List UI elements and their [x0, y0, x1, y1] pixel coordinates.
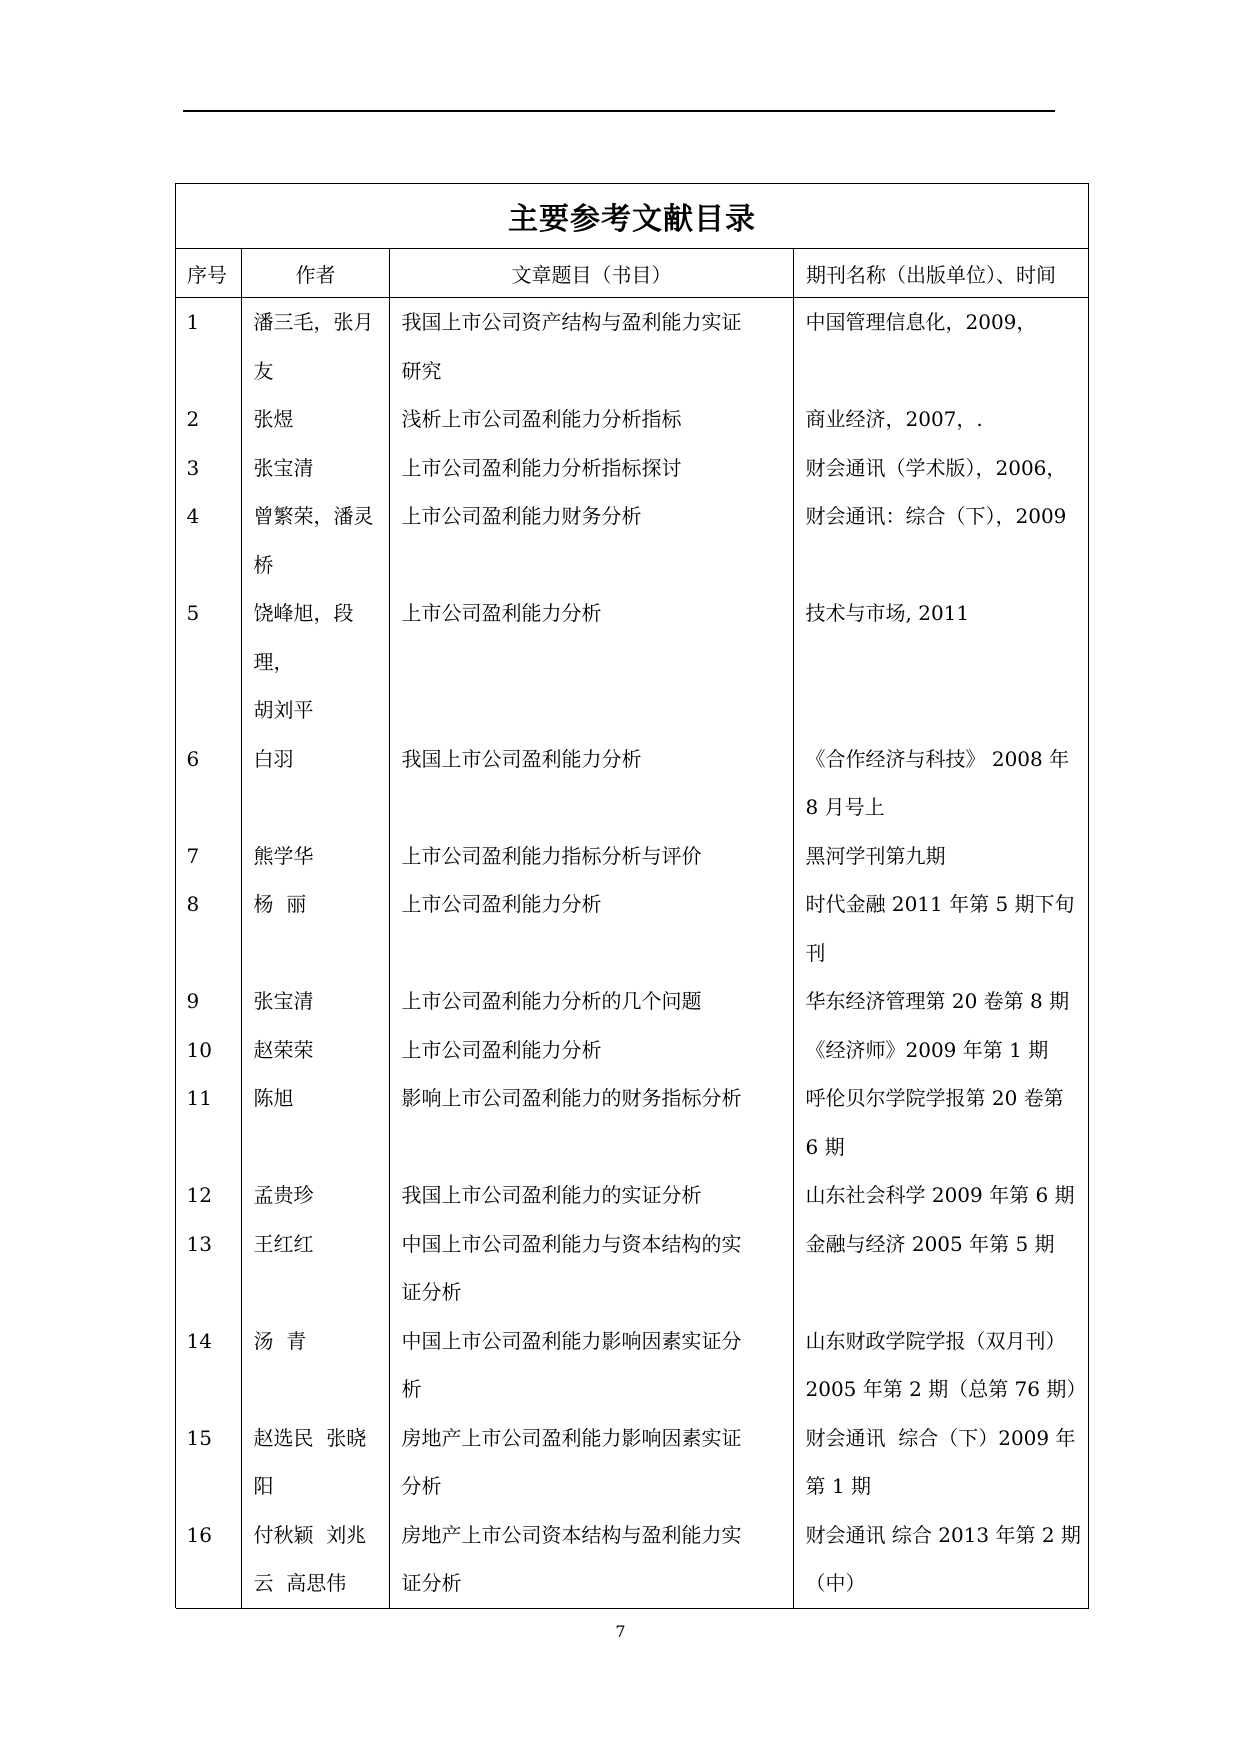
table-row — [176, 1171, 1089, 1220]
row-journal-line — [806, 638, 1089, 687]
row-author-line: 云 高思伟 — [253, 1571, 347, 1595]
row-article — [390, 977, 794, 1026]
header-article: 文章题目（书目） — [390, 249, 794, 298]
row-journal — [794, 1317, 1089, 1414]
row-number — [176, 1317, 242, 1414]
row-author — [242, 1220, 390, 1317]
row-article-line: 研究 — [401, 358, 442, 383]
column-divider — [389, 298, 390, 1608]
row-journal — [794, 977, 1089, 1026]
row-author — [242, 1074, 390, 1171]
row-author-line — [254, 1123, 390, 1172]
row-article — [390, 1414, 794, 1511]
row-article-line: 浅析上市公司盈利能力分析指标 — [401, 407, 682, 431]
row-author-line — [254, 1268, 390, 1317]
row-journal-line: （中） — [805, 1571, 866, 1595]
row-number-line: 13 — [186, 1231, 212, 1256]
row-number — [176, 298, 242, 395]
row-author — [242, 1171, 390, 1220]
row-author-line: 张宝清 — [253, 989, 314, 1013]
row-journal-line: 财会通讯 综合 2013 年第 2 期 — [805, 1522, 1081, 1547]
row-article — [390, 880, 794, 977]
row-journal-line: 山东财政学院学报（双月刊） — [805, 1328, 1066, 1353]
row-number-line: 12 — [186, 1183, 212, 1207]
row-journal — [794, 880, 1089, 977]
row-author-line: 曾繁荣，潘灵 — [253, 504, 374, 528]
reference-table — [175, 183, 1089, 1609]
row-number-line — [187, 541, 242, 590]
row-number — [176, 589, 242, 735]
row-journal-line: 技术与市场, 2011 — [805, 601, 970, 625]
row-author-line: 张宝清 — [253, 455, 314, 480]
row-author-line: 熊学华 — [253, 843, 314, 868]
row-author-line: 潘三毛，张月 — [253, 310, 374, 334]
row-article-line: 中国上市公司盈利能力与资本结构的实 — [401, 1231, 742, 1256]
row-journal-line — [806, 541, 1089, 590]
row-article-line: 证分析 — [401, 1280, 462, 1304]
row-number-line — [187, 347, 242, 396]
row-article — [390, 832, 794, 881]
row-article-line — [402, 1123, 794, 1172]
row-number-line: 2 — [186, 407, 200, 431]
column-divider — [793, 298, 794, 1608]
row-author-line: 友 — [253, 358, 274, 383]
row-article-line: 证分析 — [401, 1571, 462, 1595]
table-row — [176, 735, 1089, 832]
row-journal-line: 金融与经济 2005 年第 5 期 — [805, 1231, 1055, 1256]
row-number-line — [187, 929, 242, 978]
row-author — [242, 395, 390, 444]
row-article-line: 上市公司盈利能力分析 — [401, 601, 602, 625]
row-author — [242, 298, 390, 395]
row-number-line: 14 — [186, 1328, 212, 1353]
row-author-line: 汤 青 — [253, 1328, 307, 1353]
row-number-line: 5 — [186, 601, 200, 625]
row-number — [176, 880, 242, 977]
row-number-line — [187, 783, 242, 832]
row-author-line: 王红红 — [253, 1231, 314, 1256]
row-author-line — [254, 929, 390, 978]
row-article-line: 上市公司盈利能力分析的几个问题 — [401, 989, 702, 1013]
row-number-line: 8 — [186, 892, 200, 916]
row-number-line: 9 — [186, 989, 200, 1013]
row-journal — [794, 1074, 1089, 1171]
row-author-line: 张煜 — [253, 407, 294, 431]
row-journal-line: 财会通讯 综合（下）2009 年 — [805, 1425, 1076, 1450]
row-journal-line: 时代金融 2011 年第 5 期下旬 — [805, 892, 1075, 916]
row-article-line: 我国上市公司资产结构与盈利能力实证 — [401, 310, 742, 334]
row-article-line: 分析 — [401, 1474, 442, 1498]
row-number-line: 6 — [186, 746, 200, 771]
row-number-line: 4 — [186, 504, 200, 528]
row-article — [390, 1220, 794, 1317]
row-journal-line: 《经济师》2009 年第 1 期 — [805, 1037, 1049, 1062]
row-author-line — [254, 783, 390, 832]
row-article-line — [402, 929, 794, 978]
column-divider — [175, 298, 176, 1608]
row-author — [242, 977, 390, 1026]
row-author-line: 陈旭 — [253, 1086, 294, 1110]
row-number-line: 11 — [186, 1086, 212, 1110]
row-journal-line: 第 1 期 — [805, 1474, 871, 1498]
row-author — [242, 589, 390, 735]
row-number-line: 15 — [186, 1425, 212, 1450]
row-number — [176, 1171, 242, 1220]
row-journal — [794, 589, 1089, 735]
row-number-line: 1 — [186, 310, 200, 334]
table-row — [176, 1414, 1089, 1511]
header-rule — [183, 110, 1055, 112]
row-number — [176, 832, 242, 881]
row-article-line: 上市公司盈利能力指标分析与评价 — [401, 843, 702, 868]
row-article-line: 我国上市公司盈利能力的实证分析 — [401, 1183, 702, 1207]
row-number-line: 16 — [186, 1522, 212, 1547]
row-author-line: 赵荣荣 — [253, 1037, 314, 1062]
row-author-line: 杨 丽 — [253, 892, 307, 916]
row-article-line: 上市公司盈利能力分析指标探讨 — [401, 455, 682, 480]
row-author-line: 桥 — [253, 552, 274, 577]
header-row — [176, 249, 1089, 298]
column-divider — [241, 298, 242, 1608]
row-journal-line: 华东经济管理第 20 卷第 8 期 — [805, 989, 1070, 1013]
row-number — [176, 1026, 242, 1075]
table-row — [176, 1074, 1089, 1171]
row-journal — [794, 1026, 1089, 1075]
reference-rows — [176, 298, 1089, 1608]
row-article-line — [402, 783, 794, 832]
row-author — [242, 1414, 390, 1511]
row-author-line: 付秋颖 刘兆 — [253, 1522, 367, 1547]
row-journal — [794, 1171, 1089, 1220]
row-number — [176, 977, 242, 1026]
row-article-line — [402, 541, 794, 590]
table-row — [176, 1220, 1089, 1317]
table-row — [176, 298, 1089, 395]
row-author-line: 饶峰旭，段理， — [253, 601, 354, 674]
row-number-line — [187, 1365, 242, 1414]
row-number — [176, 1414, 242, 1511]
row-number-line — [187, 1268, 242, 1317]
row-number — [176, 1220, 242, 1317]
header-no: 序号 — [176, 249, 242, 298]
row-journal — [794, 298, 1089, 395]
row-journal-line: 刊 — [805, 940, 826, 965]
row-author — [242, 880, 390, 977]
table-row — [176, 1026, 1089, 1075]
row-article-line: 房地产上市公司盈利能力影响因素实证 — [401, 1425, 742, 1450]
row-journal-line — [806, 1268, 1089, 1317]
row-author-line — [254, 1365, 390, 1414]
row-journal — [794, 1220, 1089, 1317]
row-journal — [794, 1414, 1089, 1511]
row-author-line: 胡刘平 — [253, 698, 314, 722]
row-article — [390, 444, 794, 493]
row-journal-line: 山东社会科学 2009 年第 6 期 — [805, 1183, 1075, 1207]
row-number-line — [187, 1123, 242, 1172]
table-row — [176, 492, 1089, 589]
table-row — [176, 589, 1089, 735]
row-number-line — [187, 1559, 242, 1608]
row-article — [390, 492, 794, 589]
row-author — [242, 735, 390, 832]
row-journal-line: 财会通讯（学术版），2006， — [805, 455, 1067, 480]
row-article-line: 上市公司盈利能力财务分析 — [401, 504, 642, 528]
header-author: 作者 — [242, 249, 390, 298]
row-author — [242, 1026, 390, 1075]
row-journal — [794, 492, 1089, 589]
table-row — [176, 880, 1089, 977]
row-number — [176, 735, 242, 832]
row-number-line: 7 — [186, 843, 200, 868]
row-author — [242, 444, 390, 493]
row-journal-line: 8 月号上 — [805, 795, 885, 819]
row-article-line: 中国上市公司盈利能力影响因素实证分 — [401, 1328, 742, 1353]
header-journal: 期刊名称（出版单位）、时间 — [794, 249, 1089, 298]
table-body — [176, 298, 1089, 1609]
row-author — [242, 1511, 390, 1608]
row-article-line: 我国上市公司盈利能力分析 — [401, 746, 642, 771]
row-journal — [794, 1511, 1089, 1608]
row-article — [390, 1074, 794, 1171]
row-number-line: 10 — [186, 1037, 212, 1062]
row-journal-line: 2005 年第 2 期（总第 76 期） — [805, 1377, 1087, 1401]
row-article-line: 上市公司盈利能力分析 — [401, 1037, 602, 1062]
row-article — [390, 1317, 794, 1414]
row-number-line — [187, 638, 242, 687]
table-title: 主要参考文献目录 — [176, 184, 1089, 249]
table-row — [176, 977, 1089, 1026]
row-number — [176, 1074, 242, 1171]
table-row — [176, 832, 1089, 881]
row-article — [390, 1026, 794, 1075]
row-article — [390, 589, 794, 735]
table-row — [176, 444, 1089, 493]
column-divider — [1088, 298, 1089, 1608]
row-article — [390, 1171, 794, 1220]
row-author-line: 赵选民 张晓 — [253, 1425, 367, 1450]
row-journal-line: 财会通讯：综合（下），2009 — [805, 504, 1067, 528]
row-author-line: 白羽 — [253, 746, 294, 771]
table-row — [176, 1511, 1089, 1608]
row-number — [176, 444, 242, 493]
row-number-line: 3 — [186, 455, 200, 480]
row-journal — [794, 735, 1089, 832]
page-number: 7 — [615, 1622, 626, 1641]
table-row — [176, 1317, 1089, 1414]
row-author — [242, 492, 390, 589]
row-journal-line — [806, 347, 1089, 396]
row-article-line: 上市公司盈利能力分析 — [401, 892, 602, 916]
row-article-line — [402, 638, 794, 687]
row-journal — [794, 444, 1089, 493]
row-journal-line: 黑河学刊第九期 — [805, 843, 946, 868]
row-journal-line: 6 期 — [805, 1134, 845, 1159]
row-author — [242, 1317, 390, 1414]
row-article-line: 影响上市公司盈利能力的财务指标分析 — [401, 1086, 742, 1110]
row-article-line: 析 — [401, 1377, 422, 1401]
row-journal-line: 商业经济，2007，. — [805, 407, 983, 431]
row-author — [242, 832, 390, 881]
row-article — [390, 1511, 794, 1608]
row-journal-line: 中国管理信息化，2009， — [805, 310, 1037, 334]
row-number — [176, 492, 242, 589]
row-author-line: 阳 — [253, 1474, 274, 1498]
table-row — [176, 395, 1089, 444]
row-journal — [794, 832, 1089, 881]
row-article — [390, 735, 794, 832]
row-article — [390, 298, 794, 395]
row-article — [390, 395, 794, 444]
row-article-line: 房地产上市公司资本结构与盈利能力实 — [401, 1522, 742, 1547]
row-journal-line: 呼伦贝尔学院学报第 20 卷第 — [805, 1086, 1064, 1110]
row-number — [176, 1511, 242, 1608]
row-journal-line: 《合作经济与科技》 2008 年 — [805, 746, 1070, 771]
row-number-line — [187, 1462, 242, 1511]
row-journal — [794, 395, 1089, 444]
row-number — [176, 395, 242, 444]
row-author-line: 孟贵珍 — [253, 1183, 314, 1207]
